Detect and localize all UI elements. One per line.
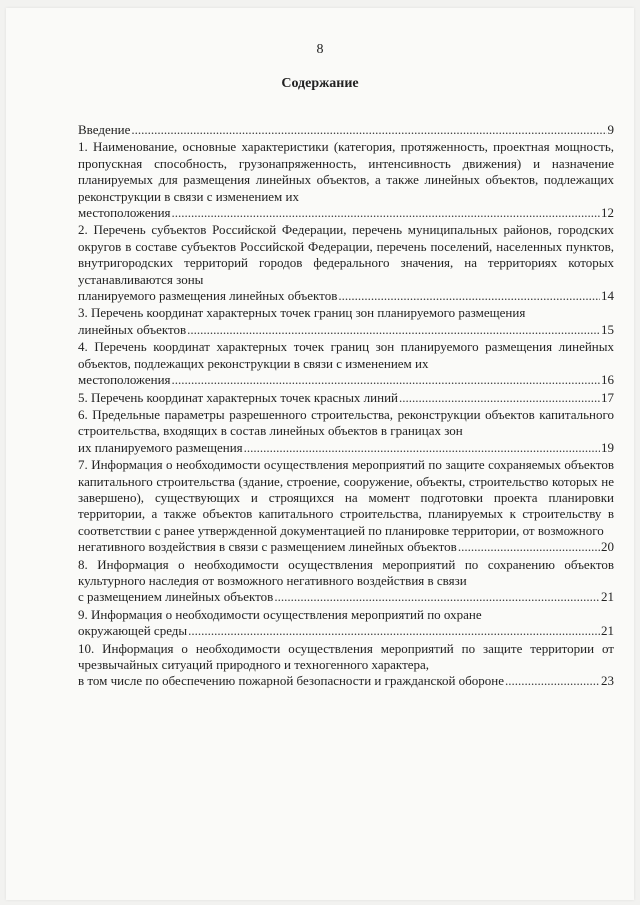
toc-entry-text: 8. Информация о необходимости осуществления мероприятий по сохранению объектов культурного наследия от возможного негативного воздействия в связи [78,556,614,588]
toc-entry-page: 21 [601,589,614,605]
toc-entry-4[interactable] [78,339,614,388]
toc-entry-page: 14 [601,288,614,304]
table-of-contents [78,122,614,691]
toc-entry-page: 20 [601,539,614,555]
toc-entry-5[interactable] [78,390,614,406]
dot-leader [274,589,600,605]
toc-entry-text: 2. Перечень субъектов Российской Федерации, перечень муниципальных районов, городских округов в составе субъектов Российской Федерации, перечень поселений, населенных пунктов, внутригородских территорий городов федерального значения, на территориях которых устанавливаются зоны [78,222,614,287]
toc-entry-3[interactable] [78,305,614,338]
dot-leader [244,440,600,456]
dot-leader [172,372,600,388]
toc-entry-7[interactable] [78,457,614,555]
dot-leader [338,288,600,304]
dot-leader [188,623,600,639]
toc-entry-text-last: негативного воздействия в связи с размещением линейных объектов [78,539,457,555]
toc-entry-6[interactable] [78,407,614,456]
toc-entry-page: 21 [601,623,614,639]
toc-entry-text-last: окружающей среды [78,623,188,639]
page-number: 8 [316,42,324,57]
dot-leader [458,539,600,555]
toc-entry-10[interactable] [78,641,614,690]
toc-entry-text: 9. Информация о необходимости осуществления мероприятий по охране [78,606,482,622]
toc-entry-8[interactable] [78,557,614,606]
dot-leader [172,205,600,221]
toc-entry-page: 19 [601,439,614,455]
toc-entry-2[interactable] [78,222,614,304]
toc-entry-text: 5. Перечень координат характерных точек красных линий [78,389,398,405]
toc-entry-text: 7. Информация о необходимости осуществления мероприятий по защите сохраняемых объектов капитального строительства (здание, строение, сооружение, объекты, строительство которых не завершено), существующих и строящихся на момент подготовки проекта планировки территории, а также объектов капитального строительства, планируемых к строительству в соответствии с ранее утвержденной документацией по планировке территории, от возможного [78,457,614,538]
toc-entry-text: 4. Перечень координат характерных точек границ зон планируемого размещения линейных объектов, подлежащих реконструкции в связи с изменением их [78,339,614,371]
dot-leader [399,390,600,406]
toc-entry-text-last: с размещением линейных объектов [78,589,274,605]
toc-entry-text-last: планируемого размещения линейных объектов [78,288,338,304]
toc-entry-text: 3. Перечень координат характерных точек границ зон планируемого размещения [78,305,526,321]
toc-entry-text-last: местоположения [78,372,171,388]
toc-entry-9[interactable] [78,607,614,640]
toc-entry-text: Введение [78,122,131,137]
toc-entry-page: 12 [601,205,614,221]
toc-entry-page: 9 [607,122,614,137]
toc-entry-text-last: местоположения [78,205,171,221]
toc-entry-intro[interactable] [78,122,614,138]
toc-entry-page: 16 [601,372,614,388]
dot-leader [131,122,606,138]
toc-entry-text-last: линейных объектов [78,321,187,337]
dot-leader [505,673,600,689]
toc-entry-page: 23 [601,673,614,689]
document-page [6,8,634,900]
dot-leader [187,322,600,338]
toc-entry-text: 6. Предельные параметры разрешенного строительства, реконструкции объектов капитального строительства, входящих в состав линейных объектов в границах зон [78,406,614,439]
toc-entry-page: 17 [601,389,614,405]
toc-entry-text-last: в том числе по обеспечению пожарной безопасности и гражданской обороне [78,673,505,689]
toc-entry-1[interactable] [78,139,614,221]
toc-entry-text: 1. Наименование, основные характеристики (категория, протяженность, проектная мощность, пропускная способность, грузонапряженность, интенсивность движения) и назначение планируемых для размещения линейных объектов, а также линейных объектов, подлежащих реконструкции в связи с изменением их [78,139,614,204]
toc-entry-text: 10. Информация о необходимости осуществления мероприятий по защите территории от чрезвычайных ситуаций природного и техногенного характера, [78,640,614,672]
toc-title: Содержание [281,76,359,91]
toc-entry-page: 15 [601,321,614,337]
toc-entry-text-last: их планируемого размещения [78,439,243,455]
